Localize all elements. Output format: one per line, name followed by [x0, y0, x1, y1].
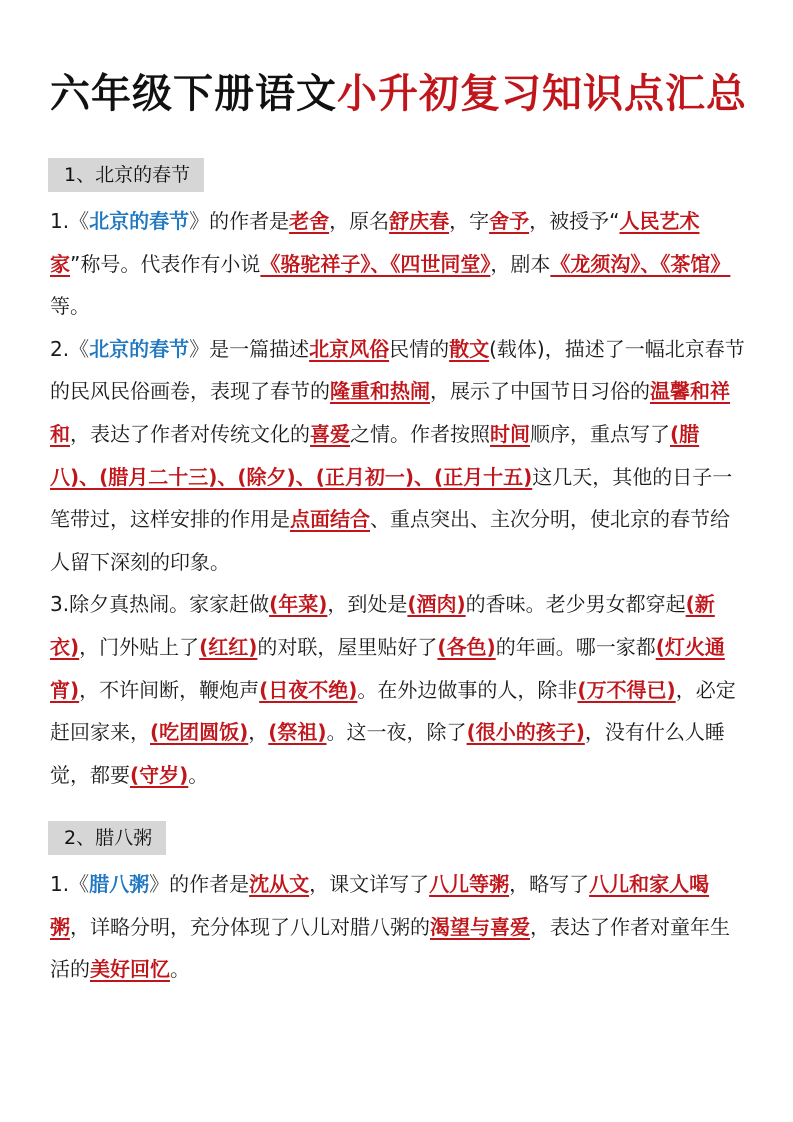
paragraph-author-info	[50, 200, 746, 328]
text-run: 民情的	[389, 336, 450, 361]
text-run: 等。	[50, 294, 90, 319]
answer-blank: 舒庆春	[389, 209, 450, 233]
text-run: 、重点突出、主次分明，使北京的春节给人留下深刻的印象。	[50, 507, 730, 574]
text-run: 。这一夜，除了	[326, 720, 467, 745]
text-run: ，门外贴上了	[79, 634, 200, 659]
text-run: ，	[248, 720, 269, 745]
section-heading-beijing-spring-festival: 1、北京的春节	[48, 158, 204, 192]
text-run: 的香味。老少男女都穿起	[465, 592, 686, 617]
text-run: ”称号。代表作有小说	[70, 251, 261, 276]
answer-blank: (吃团圆饭)	[150, 720, 249, 745]
answer-blank: (日夜不绝)	[259, 677, 358, 702]
answer-blank: (灯火通宵)	[50, 634, 725, 702]
answer-blank: 沈从文	[249, 872, 310, 896]
answer-blank: 八儿等粥	[429, 872, 510, 896]
text-run: ，必定赶回家来，	[50, 677, 736, 745]
answer-blank: 隆重和热闹	[330, 379, 430, 404]
answer-blank: 舍予	[489, 209, 530, 233]
answer-blank: (万不得已)	[577, 677, 676, 702]
title-black-part: 六年级下册语文	[50, 70, 337, 117]
answer-blank: 八儿和家人喝粥	[50, 872, 710, 939]
text-run: 的对联，屋里贴好了	[257, 634, 438, 659]
answer-blank: 美好回忆	[90, 957, 170, 982]
answer-blank: 北京风俗	[309, 336, 390, 361]
answer-blank: 喜爱	[310, 421, 350, 446]
section-body-beijing-spring-festival	[50, 200, 746, 796]
text-run: ，字	[449, 209, 490, 233]
text-run: 。	[170, 957, 190, 982]
text-run: 之情。作者按照	[350, 421, 490, 446]
answer-blank: 《龙须沟》、《茶馆》	[550, 251, 731, 276]
answer-blank: (祭祖)	[268, 720, 327, 745]
answer-blank: 老舍	[289, 209, 330, 233]
text-run: ，详略分明，充分体现了八儿对腊八粥的	[70, 914, 430, 939]
text-run: ，不许间断，鞭炮声	[79, 677, 260, 702]
answer-blank: 散文	[449, 336, 490, 361]
answer-blank: (腊八)、(腊月二十三)、(除夕)、(正月初一)、(正月十五)	[50, 421, 700, 489]
answer-blank: 时间	[490, 421, 530, 446]
answer-blank: 温馨和祥和	[50, 379, 730, 446]
text-run: (载体)，描述了一幅北京春节的民风民俗画卷，表现了春节的	[50, 336, 745, 404]
answer-blank: (红红)	[199, 634, 258, 659]
answer-blank: 渴望与喜爱	[430, 914, 530, 939]
section-body-laba-porridge	[50, 863, 746, 991]
answer-blank: (年菜)	[269, 592, 328, 617]
text-run: ，没有什么人睡觉，都要	[50, 720, 725, 787]
answer-blank: 《骆驼祥子》、《四世同堂》	[260, 251, 491, 276]
section-heading-laba-porridge: 2、腊八粥	[48, 821, 166, 855]
answer-blank: (酒肉)	[407, 592, 466, 617]
text-run: ，表达了作者对传统文化的	[70, 421, 310, 446]
text-run: ，剧本	[490, 251, 551, 276]
text-run: ，被授予“	[529, 209, 620, 233]
text-run: 1.《	[50, 209, 90, 233]
text-run: 。在外边做事的人，除非	[357, 677, 578, 702]
page-title	[50, 62, 750, 126]
text-run: ，到处是	[327, 592, 408, 617]
text-run: 2.《	[50, 336, 90, 361]
article-title-ref: 腊八粥	[89, 872, 150, 896]
paragraph-laba-author	[50, 863, 746, 991]
answer-blank: 点面结合	[290, 507, 370, 532]
text-run: ，展示了中国节日习俗的	[430, 379, 650, 404]
text-run: 3.除夕真热闹。家家赶做	[50, 592, 270, 617]
answer-blank: (守岁)	[130, 762, 189, 787]
article-title-ref: 北京的春节	[89, 209, 190, 233]
text-run: 顺序，重点写了	[530, 421, 670, 446]
answer-blank: (新衣)	[50, 592, 715, 659]
answer-blank: (各色)	[437, 634, 496, 659]
text-run: 》的作者是	[149, 872, 250, 896]
paragraph-new-years-eve	[50, 583, 746, 796]
text-run: 1.《	[50, 872, 90, 896]
text-run: 的年画。哪一家都	[495, 634, 656, 659]
answer-blank: 人民艺术家	[50, 209, 700, 276]
text-run: ，课文详写了	[309, 872, 430, 896]
text-run: ，表达了作者对童年生活的	[50, 914, 730, 982]
paragraph-essay-description	[50, 328, 746, 584]
text-run: ，略写了	[509, 872, 590, 896]
text-run: 》是一篇描述	[189, 336, 310, 361]
text-run: 这几天，其他的日子一笔带过，这样安排的作用是	[50, 464, 733, 532]
title-red-part: 小升初复习知识点汇总	[337, 70, 747, 117]
text-run: ，原名	[329, 209, 390, 233]
article-title-ref: 北京的春节	[89, 336, 190, 361]
answer-blank: (很小的孩子)	[466, 720, 585, 745]
text-run: 。	[188, 762, 209, 787]
text-run: 》的作者是	[189, 209, 290, 233]
